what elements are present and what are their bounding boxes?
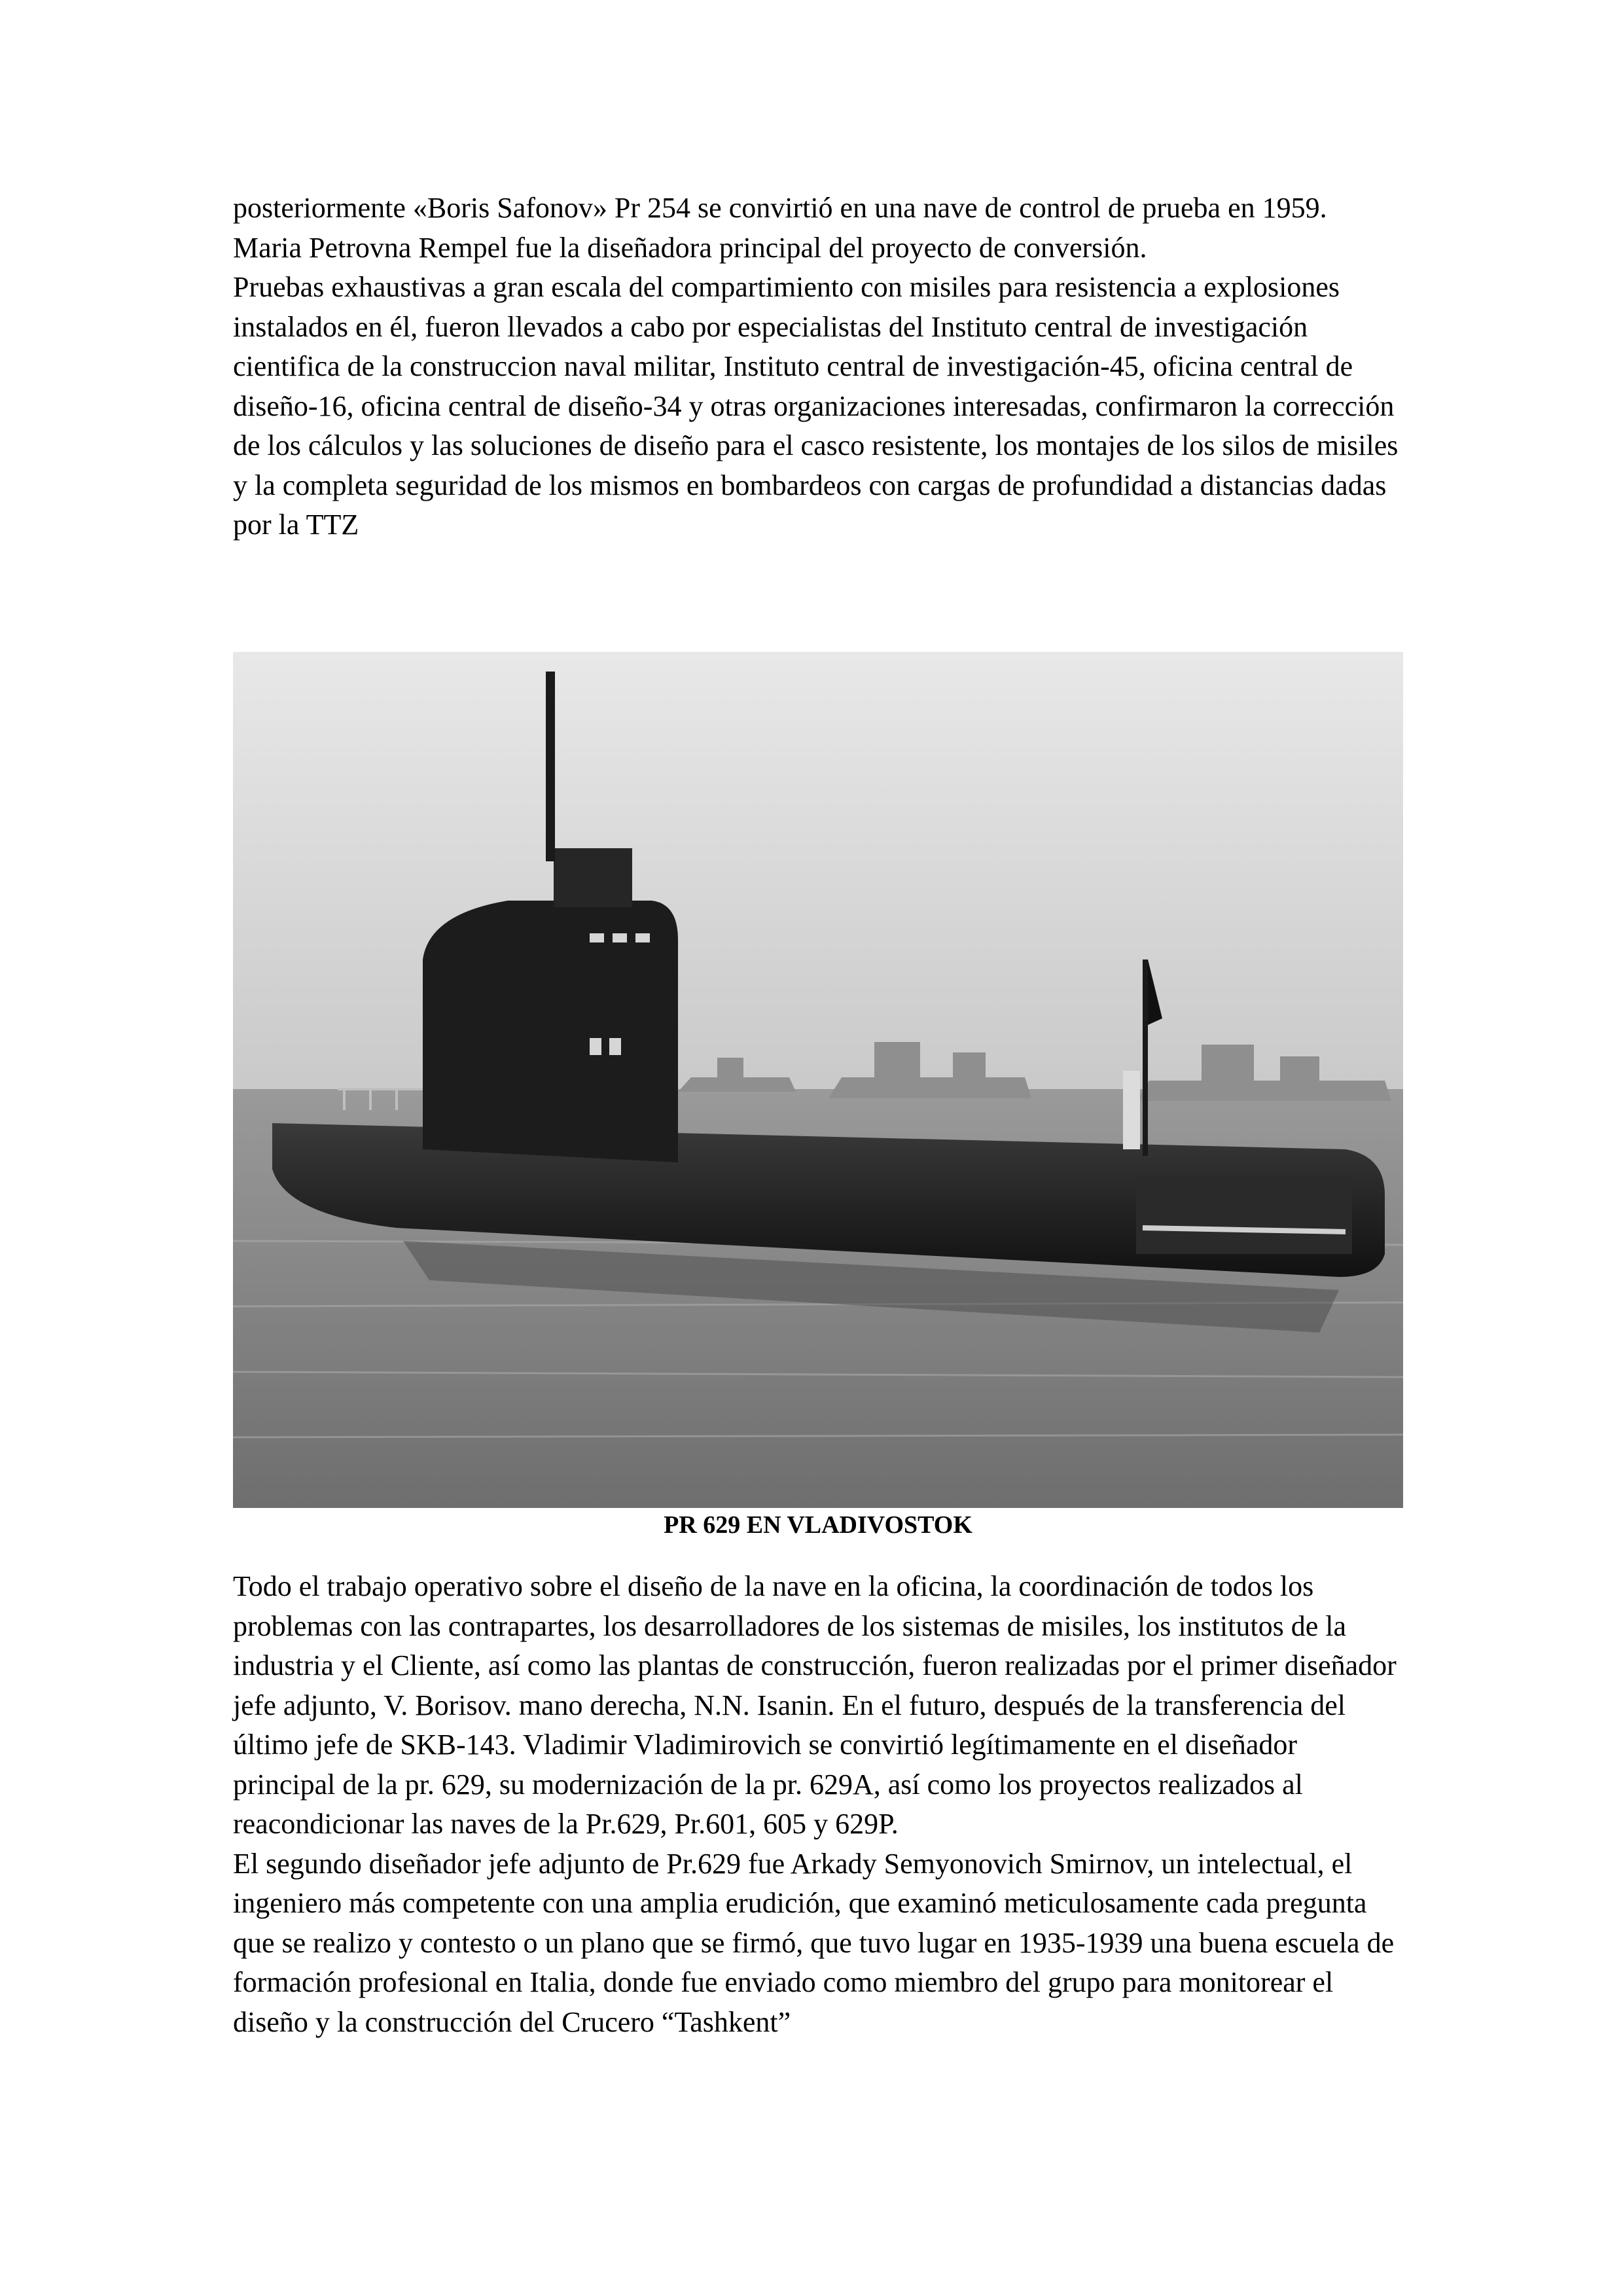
- submarine-photo: [233, 652, 1403, 1508]
- paragraph: Pruebas exhaustivas a gran escala del compartimiento con misiles para resistencia a explosiones instalados en él, fueron llevados a cabo por especialistas del Instituto central de investigación cientifica de la construccion naval militar, Instituto central de investigación-45, oficina central de diseño-16, oficina central de diseño-34 y otras organizaciones interesadas, confirmaron la corrección de los cálculos y las soluciones de diseño para el casco resistente, los montajes de los silos de misiles y la completa seguridad de los mismos en bombardeos con cargas de profundidad a distancias dadas por la TTZ: [233, 271, 1399, 541]
- bottom-text-block: [233, 1567, 1404, 2042]
- stern-band: [1136, 1175, 1352, 1254]
- sailor: [1123, 1071, 1140, 1149]
- paragraph: posteriormente «Boris Safonov» Pr 254 se convirtió en una nave de control de prueba en 1959.: [233, 192, 1327, 224]
- flag-pole: [1143, 960, 1148, 1156]
- top-text-block: [233, 188, 1404, 545]
- photo-sky: [233, 652, 1403, 1097]
- paragraph: Todo el trabajo operativo sobre el diseño de la nave en la oficina, la coordinación de todos los problemas con las contrapartes, los desarrolladores de los sistemas de misiles, los institutos de la industria y el Cliente, así como las plantas de construcción, fueron realizadas por el primer diseñador jefe adjunto, V. Borisov. mano derecha, N.N. Isanin. En el futuro, después de la transferencia del último jefe de SKB-143. Vladimir Vladimirovich se convirtió legítimamente en el diseñador principal de la pr. 629, su modernización de la pr. 629A, así como los proyectos realizados al reacondicionar las naves de la Pr.629, Pr.601, 605 y 629P.: [233, 1570, 1397, 1840]
- paragraph: El segundo diseñador jefe adjunto de Pr.629 fue Arkady Semyonovich Smirnov, un intelectual, el ingeniero más competente con una amplia erudición, que examinó meticulosamente cada pregunta que se realizo y contesto o un plano que se firmó, que tuvo lugar en 1935-1939 una buena escuela de formación profesional en Italia, donde fue enviado como miembro del grupo para monitorear el diseño y la construcción del Crucero “Tashkent”: [233, 1847, 1395, 2038]
- paragraph: Maria Petrovna Rempel fue la diseñadora principal del proyecto de conversión.: [233, 231, 1147, 264]
- photo-caption: PR 629 EN VLADIVOSTOK: [664, 1511, 972, 1539]
- tower-top: [554, 848, 632, 907]
- periscope-mast: [546, 672, 555, 861]
